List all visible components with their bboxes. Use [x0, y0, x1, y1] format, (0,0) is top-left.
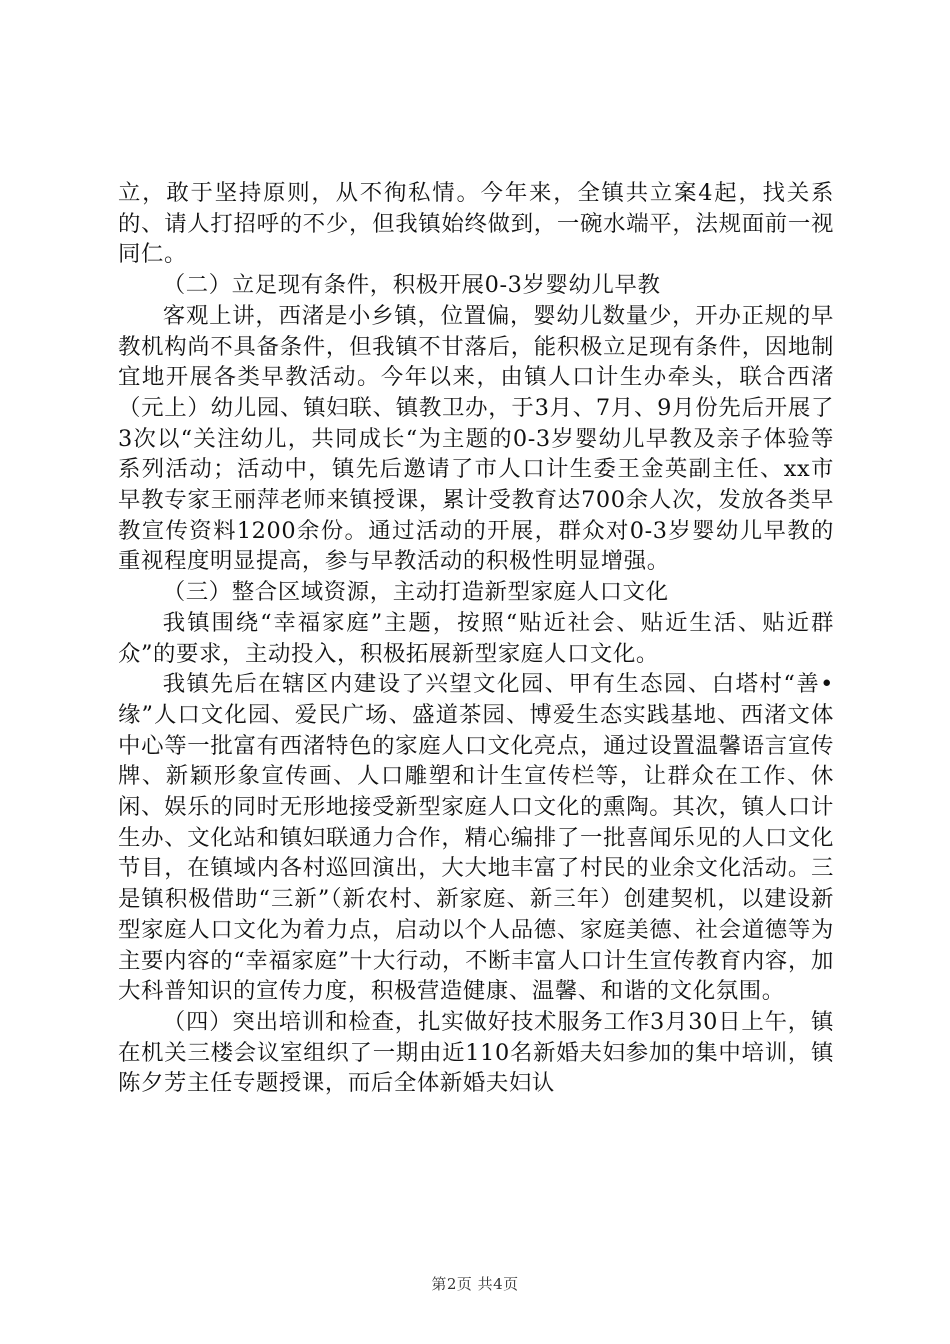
page-number-footer: 第2页 共4页 [431, 1275, 519, 1293]
paragraph-happy-family: 我镇围绕“幸福家庭”主题，按照“贴近社会、贴近生活、贴近群众”的要求，主动投入，积极拓展新型家庭人口文化。 [118, 609, 834, 667]
paragraph-early-education: 客观上讲，西渚是小乡镇，位置偏，婴幼儿数量少，开办正规的早教机构尚不具备条件，但我镇不甘落后，能积极立足现有条件，因地制宜地开展各类早教活动。今年以来，由镇人口计生办牵头，联合西渚（元上）幼儿园、镇妇联、镇教卫办，于3月、7月、9月份先后开展了3次以“关注幼儿，共同成长“为主题的0-3岁婴幼儿早教及亲子体验等系列活动；活动中，镇先后邀请了市人口计生委王金英副主任、xx市早教专家王丽萍老师来镇授课，累计受教育达700余人次，发放各类早教宣传资料1200余份。通过活动的开展，群众对0-3岁婴幼儿早教的重视程度明显提高，参与早教活动的积极性明显增强。 [118, 302, 834, 575]
document-body [118, 178, 834, 1099]
paragraph-culture-sites: 我镇先后在辖区内建设了兴望文化园、甲有生态园、白塔村“善•缘”人口文化园、爱民广场、盛道茶园、博爱生态实践基地、西渚文体中心等一批富有西渚特色的家庭人口文化亮点，通过设置温馨语言宣传牌、新颖形象宣传画、人口雕塑和计生宣传栏等，让群众在工作、休闲、娱乐的同时无形地接受新型家庭人口文化的熏陶。其次，镇人口计生办、文化站和镇妇联通力合作，精心编排了一批喜闻乐见的人口文化节目，在镇域内各村巡回演出，大大地丰富了村民的业余文化活动。三是镇积极借助“三新”（新农村、新家庭、新三年）创建契机，以建设新型家庭人口文化为着力点，启动以个人品德、家庭美德、社会道德等为主要内容的“幸福家庭”十大行动，不断丰富人口计生宣传教育内容，加大科普知识的宣传力度，积极营造健康、温馨、和谐的文化氛围。 [118, 671, 834, 1005]
section-heading-3: （三）整合区域资源，主动打造新型家庭人口文化 [162, 579, 669, 606]
section-heading-2: （二）立足现有条件，积极开展0-3岁婴幼儿早教 [162, 272, 661, 299]
paragraph-continuation: 立，敢于坚持原则，从不徇私情。今年来，全镇共立案4起，找关系的、请人打招呼的不少，但我镇始终做到，一碗水端平，法规面前一视同仁。 [118, 180, 834, 268]
section-heading-4: （四）突出培训和检查，扎实做好技术服务工作3月30日上午，镇在机关三楼会议室组织了一期由近110名新婚夫妇参加的集中培训，镇陈夕芳主任专题授课，而后全体新婚夫妇认 [118, 1008, 834, 1097]
